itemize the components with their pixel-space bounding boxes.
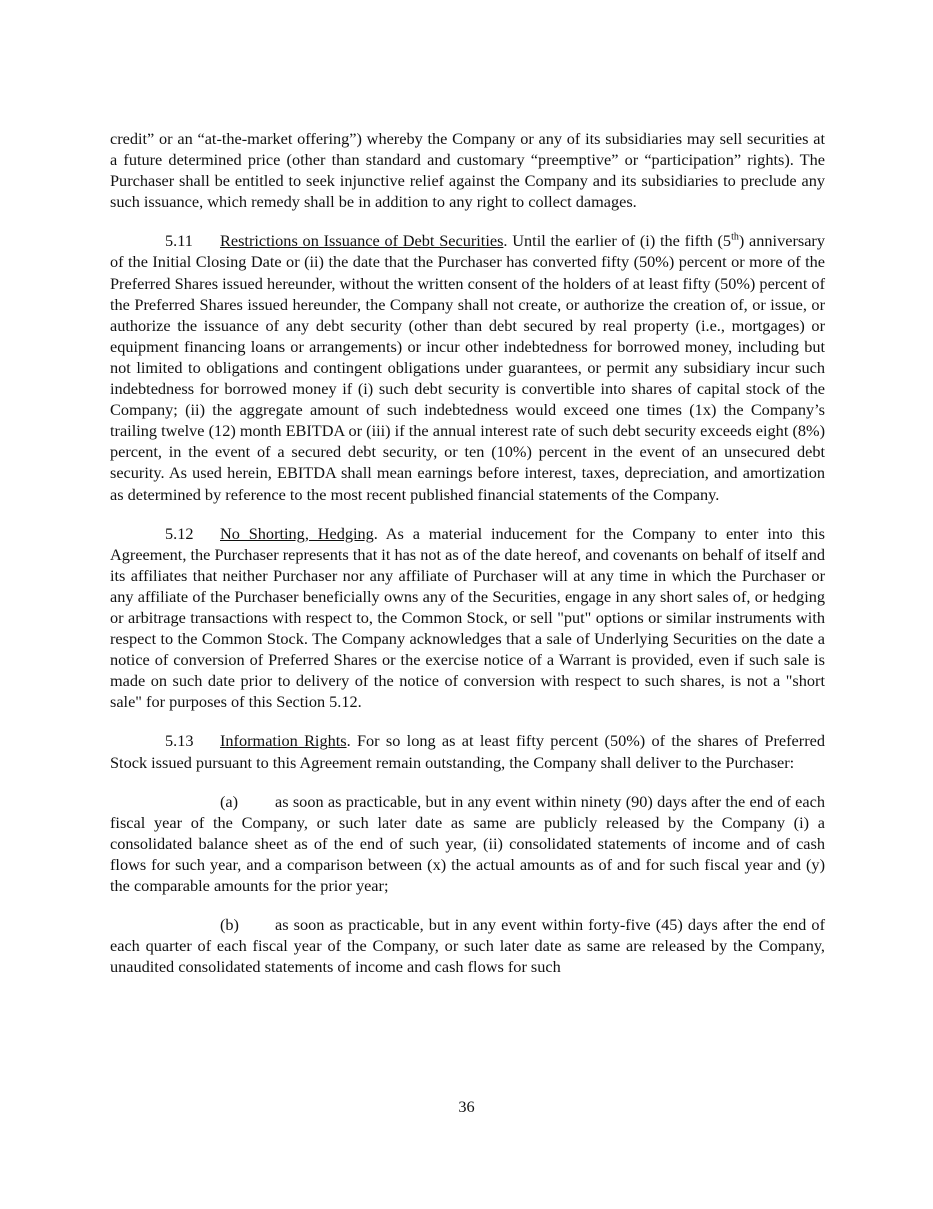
document-page [110,128,825,995]
subsection-label: (b) [220,915,239,935]
subsection-text: as soon as practicable, but in any event within forty-five (45) days after the end of each quarter of each fiscal year of the Company, or such later date as same are released by the Company, unaudited consolidated statements of income and cash flows for such [110,915,825,977]
paragraph-carryover: credit” or an “at-the-market offering”) whereby the Company or any of its subsidiaries may sell securities at a future determined price (other than standard and customary “preemptive” or “participation” rights). The Purchaser shall be entitled to seek injunctive relief against the Company and its subsidiaries to preclude any such issuance, which remedy shall be in addition to any right to collect damages. [110,129,825,212]
section-heading: No Shorting, Hedging [220,523,374,543]
subsection-a [110,791,825,896]
subsection-text: as soon as practicable, but in any event within ninety (90) days after the end of each fiscal year of the Company, or such later date as same are publicly released by the Company (i) a consolidated balance sheet as of the end of such year, (ii) consolidated statements of income and of cash flows for such year, and a comparison between (x) the actual amounts as of and for such fiscal year and (y) the comparable amounts for the prior year; [110,791,825,895]
section-number: 5.13 [165,731,194,751]
section-text: . For so long as at least fifty percent (50%) of the shares of Preferred Stock issued pursuant to this Agreement remain outstanding, the Company shall deliver to the Purchaser: [110,731,825,772]
section-text: . As a material inducement for the Company to enter into this Agreement, the Purchaser represents that it has not as of the date hereof, and covenants on behalf of itself and its affiliates that neither Purchaser nor any affiliate of Purchaser will at any time in which the Purchaser or any affiliate of the Purchaser beneficially owns any of the Securities, engage in any short sales of, or hedging or arbitrage transactions with respect to, the Common Stock, or sell "put" options or similar instruments with respect to the Common Stock. The Company acknowledges that a sale of Underlying Securities on the date a notice of conversion of Preferred Shares or the exercise notice of a Warrant is provided, even if such sale is made on such date prior to delivery of the notice of conversion with respect to such shares, is not a "short sale" for purposes of this Section 5.12. [110,523,826,712]
section-5-12 [110,523,825,713]
subsection-b [110,914,825,977]
section-text: ) anniversary of the Initial Closing Date or (ii) the date that the Purchaser has converted fifty (50%) percent or more of the Preferred Shares issued hereunder, without the written consent of the holders of at least fifty (50%) percent of the Preferred Shares issued hereunder, the Company shall not create, or authorize the creation of, or issue, or authorize the issuance of any debt security (other than debt secured by real property (i.e., mortgages) or equipment financing loans or arrangements) or incur other indebtedness for borrowed money, including but not limited to obligations and contingent obligations under guarantees, or permit any subsidiary incur such indebtedness for borrowed money if (i) such debt security is convertible into shares of capital stock of the Company; (ii) the aggregate amount of such indebtedness would exceed one times (1x) the Company’s trailing twelve (12) month EBITDA or (iii) if the annual interest rate of such debt security exceeds eight (8%) percent, in the event of a secured debt security, or ten (10%) percent in the event of an unsecured debt security. As used herein, EBITDA shall mean earnings before interest, taxes, depreciation, and amortization as determined by reference to the most recent published financial statements of the Company. [110,231,825,504]
section-number: 5.11 [165,231,193,251]
section-text: . Until the earlier of (i) the fifth (5 [503,231,732,251]
section-5-13 [110,730,825,772]
page-number: 36 [458,1097,475,1116]
section-heading: Information Rights [220,731,347,751]
subsection-label: (a) [220,791,239,811]
section-number: 5.12 [165,523,194,543]
section-5-11 [110,230,825,504]
superscript: th [731,231,739,243]
section-heading: Restrictions on Issuance of Debt Securities [220,231,504,251]
